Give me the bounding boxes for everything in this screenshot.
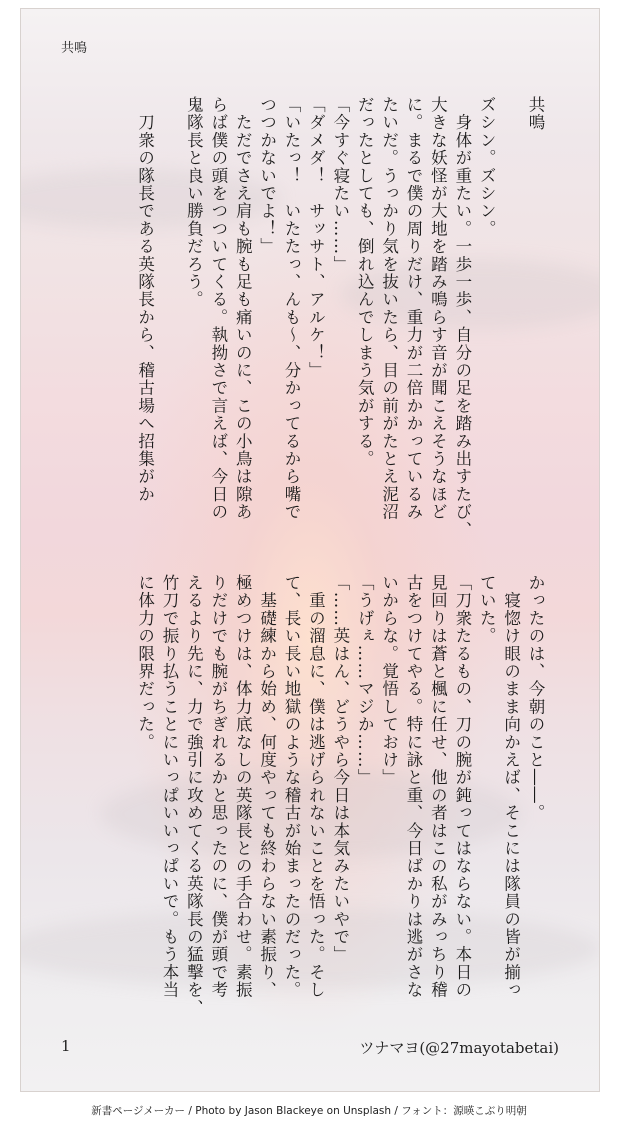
novel-page — [20, 8, 600, 1092]
lower-text-column: 重の溜息に、僕は逃げられないことを悟った。そし — [306, 574, 326, 999]
upper-text-column: たいだ。うっかり気を抜いたら、目の前がたとえ泥沼 — [379, 96, 399, 521]
upper-text-column: 身体が重たい。一歩一歩、自分の足を踏み出すたび、 — [452, 96, 472, 539]
running-header-title: 共鳴 — [61, 41, 88, 56]
author-credit: ツナマヨ(@27mayotabetai) — [359, 1039, 559, 1057]
upper-text-column: に。まるで僕の周りだけ、重力が二倍かかっているみ — [404, 96, 423, 521]
upper-text-column: 鬼隊長と良い勝負だろう。 — [184, 96, 204, 309]
lower-text-column: りだけでも腕がちぎれるかと思ったのに、僕が頭で考 — [208, 574, 228, 999]
vertical-text-body — [21, 9, 599, 1091]
upper-text-column: 「いたっ！ いたたっ、んも〜、分かってるから嘴で — [282, 96, 301, 521]
upper-text-column: 刀衆の隊長である英隊長から、稽古場へ招集がか — [135, 96, 155, 504]
upper-text-column: 「今すぐ寝たい……」 — [330, 96, 350, 273]
lower-text-column: て、長い長い地獄のような稽古が始まったのだった。 — [282, 574, 301, 999]
lower-text-column: ていた。 — [477, 574, 497, 645]
lower-text-column: 竹刀で振り払うことにいっぱいいっぱいで。もう本当 — [160, 574, 179, 999]
lower-text-column: 寝惚け眼のまま向かえば、そこには隊員の皆が揃っ — [501, 574, 521, 999]
lower-text-column: えるより先に、力で強引に攻めてくる英隊長の猛撃を、 — [184, 574, 204, 1017]
upper-text-column: つつかないでよ！」 — [257, 96, 277, 256]
page-number: 1 — [61, 1037, 71, 1055]
upper-text-column: だったとしても、倒れ込んでしまう気がする。 — [355, 96, 375, 468]
upper-text-column: らば僕の頭をつついてくる。執拗さで言えば、今日の — [208, 96, 228, 521]
page-maker-credit: 新書ページメーカー / Photo by Jason Blackeye on Unsplash / フォント：源暎こぶり明朝 — [91, 1105, 527, 1117]
upper-text-column: 大きな妖怪が大地を踏み鳴らす音が聞こえそうなほど — [428, 96, 448, 521]
upper-text-column: ただでさえ肩も腕も足も痛いのに、この小鳥は隙あ — [233, 96, 253, 521]
lower-text-column: 「刀衆たるもの、刀の腕が鈍ってはならない。本日の — [452, 574, 472, 999]
lower-text-column: 古をつけてやる。特に詠と重、今日ばかりは逃がさな — [404, 574, 423, 999]
upper-text-column: 「ダメダ！ サッサト、アルケ！」 — [306, 96, 326, 380]
upper-text-column: 共鳴 — [526, 96, 545, 132]
lower-text-column: に体力の限界だった。 — [135, 574, 155, 751]
lower-text-column: かったのは、今朝のこと――。 — [526, 574, 545, 822]
lower-text-column: 基礎練から始め、何度やっても終わらない素振り、 — [257, 574, 277, 999]
lower-text-column: 見回りは蒼と楓に任せ、他の者はこの私がみっちり稽 — [428, 574, 448, 999]
lower-text-column: 「……英はん、どうやら今日は本気みたいやで」 — [330, 574, 350, 964]
lower-text-column: 極めつけは、体力底なしの英隊長との手合わせ。素振 — [233, 574, 253, 999]
lower-text-column: いからな。覚悟しておけ」 — [379, 574, 399, 787]
upper-text-column: ズシン。ズシン。 — [477, 96, 497, 238]
lower-text-column: 「うげぇ……マジか……」 — [355, 574, 375, 787]
